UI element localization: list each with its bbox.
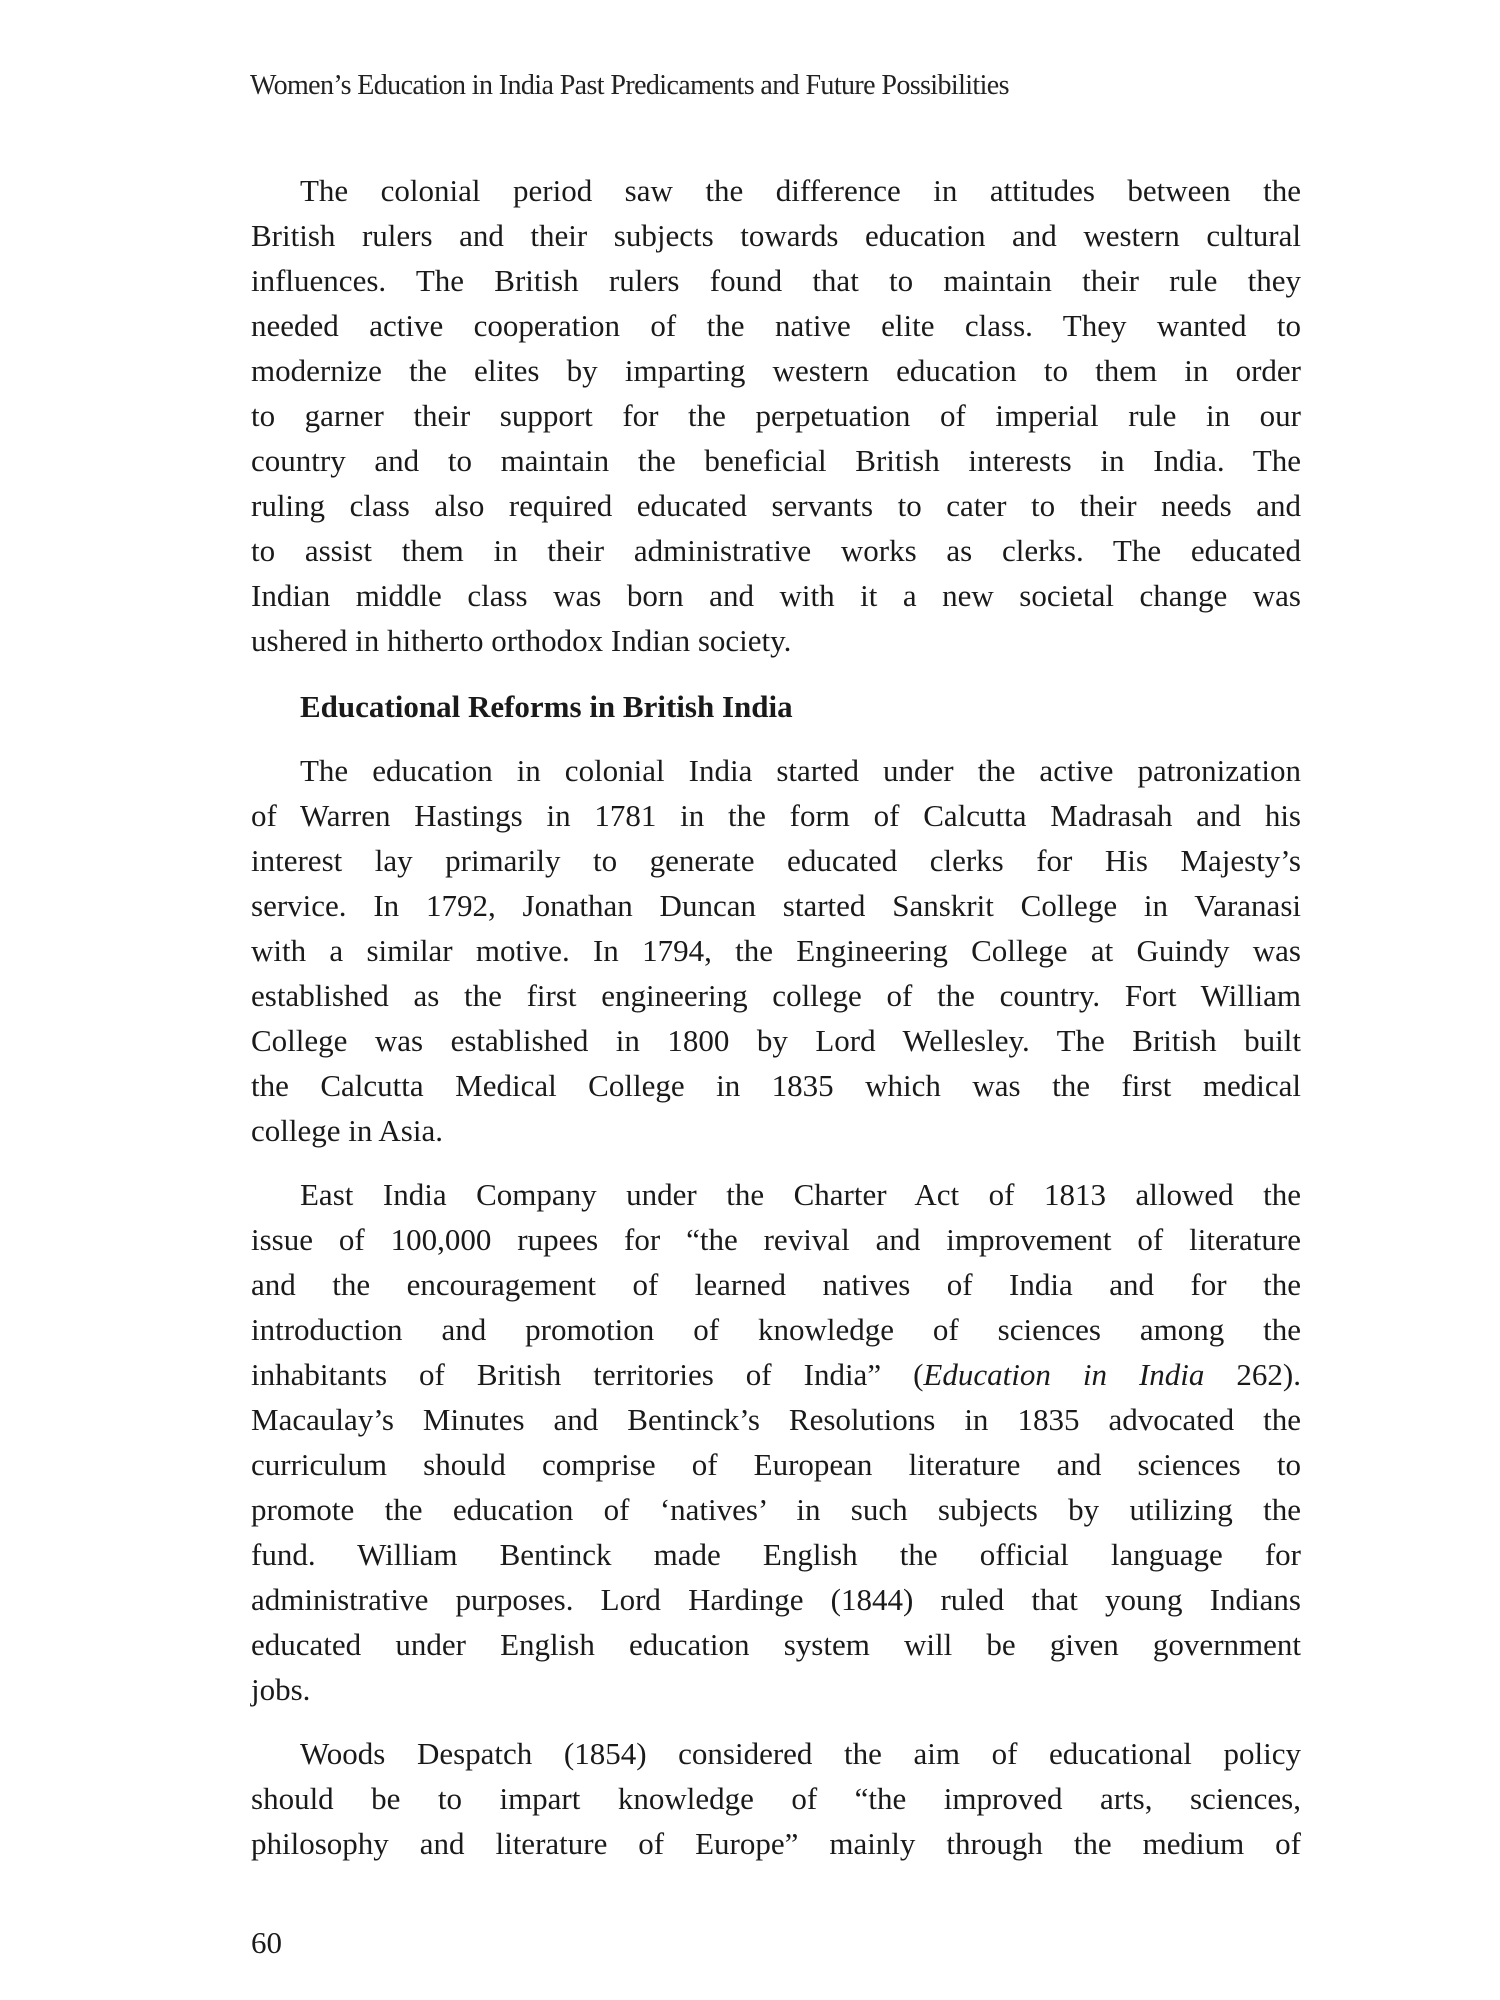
text-line: interest lay primarily to generate educated clerks for His Majesty’s (251, 843, 1301, 878)
text-line: country and to maintain the beneficial British interests in India. The (251, 443, 1301, 478)
section-heading: Educational Reforms in British India (300, 689, 793, 724)
text-line: service. In 1792, Jonathan Duncan started Sanskrit College in Varanasi (251, 888, 1301, 923)
running-header: Women’s Education in India Past Predicaments and Future Possibilities (250, 70, 1009, 101)
text-line: and the encouragement of learned natives of India and for the (251, 1267, 1301, 1302)
text-line: the Calcutta Medical College in 1835 which was the first medical (251, 1068, 1301, 1103)
text-line: educated under English education system will be given government (251, 1627, 1301, 1662)
paragraph-early-colleges (251, 748, 1301, 1153)
text-line: promote the education of ‘natives’ in such subjects by utilizing the (251, 1492, 1301, 1527)
text-line: college in Asia. (251, 1113, 443, 1148)
text-line: jobs. (251, 1672, 311, 1707)
text-line (251, 1352, 1301, 1397)
italic-citation: Education in India (923, 1357, 1205, 1392)
text-line: established as the first engineering college of the country. Fort William (251, 978, 1301, 1013)
text-line: fund. William Bentinck made English the official language for (251, 1537, 1301, 1572)
text-line: philosophy and literature of Europe” mainly through the medium of (251, 1826, 1301, 1861)
text-line: issue of 100,000 rupees for “the revival and improvement of literature (251, 1222, 1301, 1257)
text-line: The education in colonial India started under the active patronization (300, 753, 1301, 788)
text-line: should be to impart knowledge of “the improved arts, sciences, (251, 1781, 1301, 1816)
text-segment: 262). (1204, 1357, 1301, 1392)
text-line: ushered in hitherto orthodox Indian society. (251, 623, 792, 658)
text-line: of Warren Hastings in 1781 in the form of Calcutta Madrasah and his (251, 798, 1301, 833)
text-line: curriculum should comprise of European literature and sciences to (251, 1447, 1301, 1482)
text-line: needed active cooperation of the native elite class. They wanted to (251, 308, 1301, 343)
text-line: with a similar motive. In 1794, the Engineering College at Guindy was (251, 933, 1301, 968)
text-line: introduction and promotion of knowledge of sciences among the (251, 1312, 1301, 1347)
text-line: modernize the elites by imparting western education to them in order (251, 353, 1301, 388)
text-line: The colonial period saw the difference in attitudes between the (300, 173, 1301, 208)
text-line: British rulers and their subjects towards education and western cultural (251, 218, 1301, 253)
text-line: Indian middle class was born and with it a new societal change was (251, 578, 1301, 613)
text-line: to garner their support for the perpetuation of imperial rule in our (251, 398, 1301, 433)
text-line: College was established in 1800 by Lord Wellesley. The British built (251, 1023, 1301, 1058)
paragraph-charter-act (251, 1172, 1301, 1712)
text-line: Macaulay’s Minutes and Bentinck’s Resolutions in 1835 advocated the (251, 1402, 1301, 1437)
text-line: Woods Despatch (1854) considered the aim of educational policy (300, 1736, 1301, 1771)
text-segment: inhabitants of British territories of India” ( (251, 1357, 924, 1392)
page-number: 60 (251, 1925, 282, 1960)
text-line: influences. The British rulers found that to maintain their rule they (251, 263, 1301, 298)
text-line: to assist them in their administrative works as clerks. The educated (251, 533, 1301, 568)
text-line: ruling class also required educated servants to cater to their needs and (251, 488, 1301, 523)
text-line: East India Company under the Charter Act of 1813 allowed the (300, 1177, 1301, 1212)
text-line: administrative purposes. Lord Hardinge (1844) ruled that young Indians (251, 1582, 1301, 1617)
paragraph-colonial-attitudes (251, 168, 1301, 663)
paragraph-woods-despatch (251, 1731, 1301, 1866)
